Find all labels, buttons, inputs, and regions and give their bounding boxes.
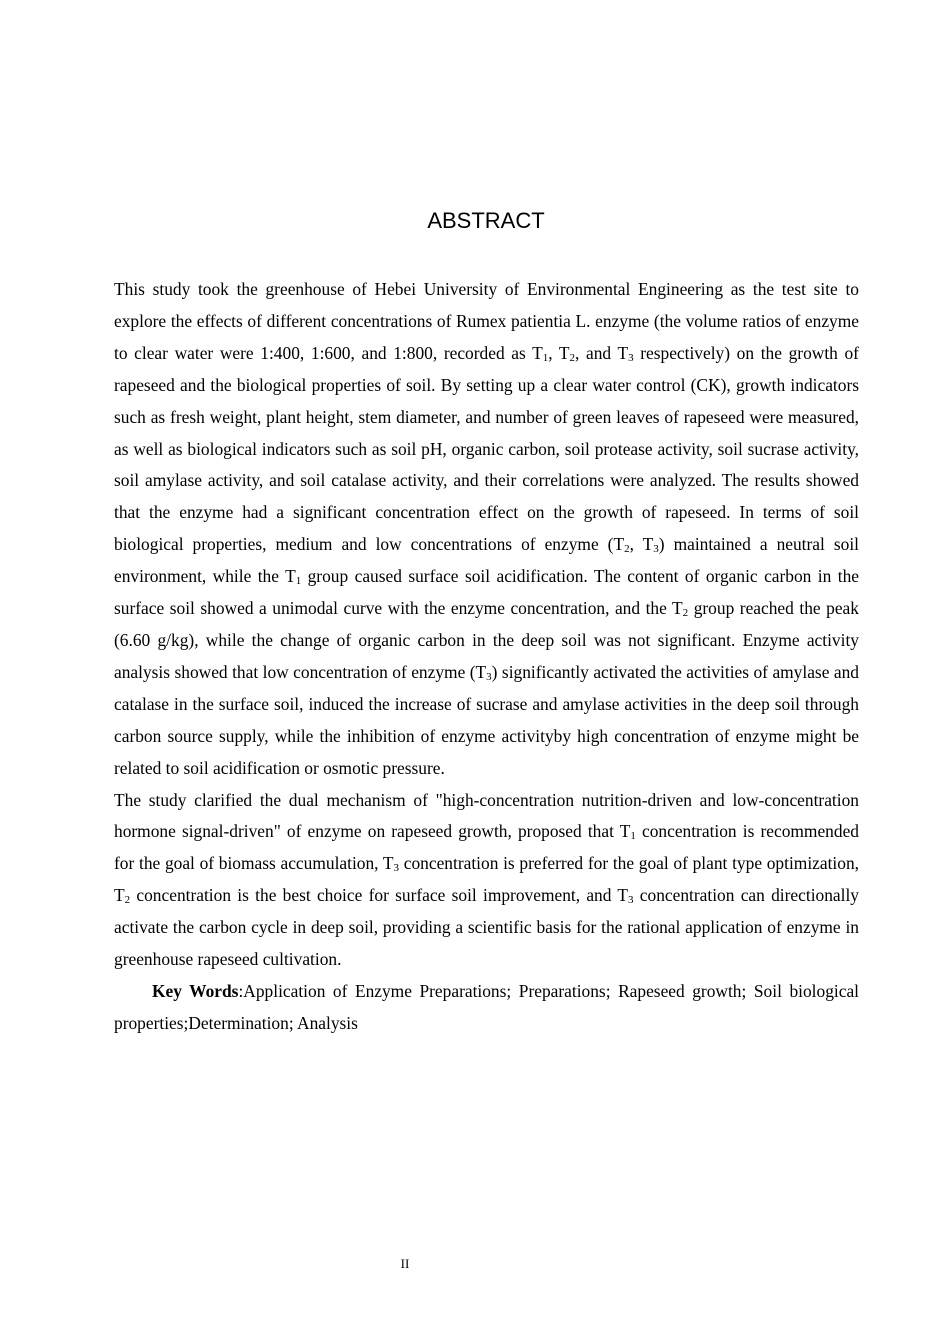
text-run: group reached the peak (6.60 g/kg), while the change of organic carbon in the deep soil was not significant. Enzyme activity analysis showed that low concentration of enzyme (T bbox=[114, 598, 859, 682]
text-run: , T bbox=[548, 342, 570, 363]
page-number: II bbox=[400, 1256, 410, 1271]
keywords-text: :Application of Enzyme Preparations; Preparations; Rapeseed growth; Soil biological properties;Determination; Analysis bbox=[114, 980, 859, 1033]
subscript: 1 bbox=[295, 575, 302, 588]
subscript: 2 bbox=[569, 351, 576, 364]
text-run: ) maintained a neutral soil environment, while the T bbox=[114, 534, 859, 587]
subscript: 1 bbox=[542, 351, 549, 364]
subscript: 2 bbox=[682, 607, 689, 620]
subscript: 3 bbox=[628, 894, 634, 907]
text-run: concentration is preferred for the goal of plant type optimization, T bbox=[114, 853, 859, 906]
subscript: 3 bbox=[653, 543, 659, 556]
keywords-paragraph bbox=[114, 976, 859, 1040]
text-run: concentration is the best choice for surface soil improvement, and T bbox=[130, 885, 629, 906]
abstract-paragraph-2 bbox=[114, 785, 859, 976]
abstract-paragraph-1 bbox=[114, 274, 859, 785]
subscript: 3 bbox=[486, 670, 492, 683]
text-run: group caused surface soil acidification. The content of organic carbon in the surface soil showed a unimodal curve with the enzyme concentration, and the T bbox=[114, 566, 859, 619]
text-run: This study took the greenhouse of Hebei University of Environmental Engineering as the test site to explore the effects of different concentrations of Rumex patientia L. enzyme (the volume ratios of enzyme to clear water were 1:400, 1:600, and 1:800, recorded as T bbox=[114, 279, 859, 363]
text-run: ) significantly activated the activities of amylase and catalase in the surface soil, induced the increase of sucrase and amylase activities in the deep soil through carbon source supply, while the inhibition of enzyme activityby high concentration of enzyme might be related to soil acidification or osmotic pressure. bbox=[114, 661, 859, 778]
text-run: respectively) on the growth of rapeseed and the biological properties of soil. By setting up a clear water control (CK), growth indicators such as fresh weight, plant height, stem diameter, and number of green leaves of rapeseed were measured, as well as biological indicators such as soil pH, organic carbon, soil protease activity, soil sucrase activity, soil amylase activity, and soil catalase activity, and their correlations were analyzed. The results showed that the enzyme had a significant concentration effect on the growth of rapeseed. In terms of soil biological properties, medium and low concentrations of enzyme (T bbox=[114, 342, 859, 555]
text-run: concentration is recommended for the goal of biomass accumulation, T bbox=[114, 821, 859, 874]
subscript: 3 bbox=[393, 862, 400, 875]
text-run: , and T bbox=[575, 342, 629, 363]
subscript: 1 bbox=[630, 830, 636, 843]
text-run: concentration can directionally activate the carbon cycle in deep soil, providing a scientific basis for the rational application of enzyme in greenhouse rapeseed cultivation. bbox=[114, 885, 859, 970]
text-run: , T bbox=[629, 534, 654, 555]
abstract-body bbox=[114, 274, 859, 1040]
subscript: 3 bbox=[628, 351, 634, 364]
subscript: 2 bbox=[124, 894, 131, 907]
text-run: The study clarified the dual mechanism of "high-concentration nutrition-driven and low-concentration hormone signal-driven" of enzyme on rapeseed growth, proposed that T bbox=[114, 789, 859, 842]
subscript: 2 bbox=[624, 543, 630, 556]
abstract-title: ABSTRACT bbox=[427, 208, 545, 233]
keywords-label: Key Words bbox=[152, 980, 239, 1001]
